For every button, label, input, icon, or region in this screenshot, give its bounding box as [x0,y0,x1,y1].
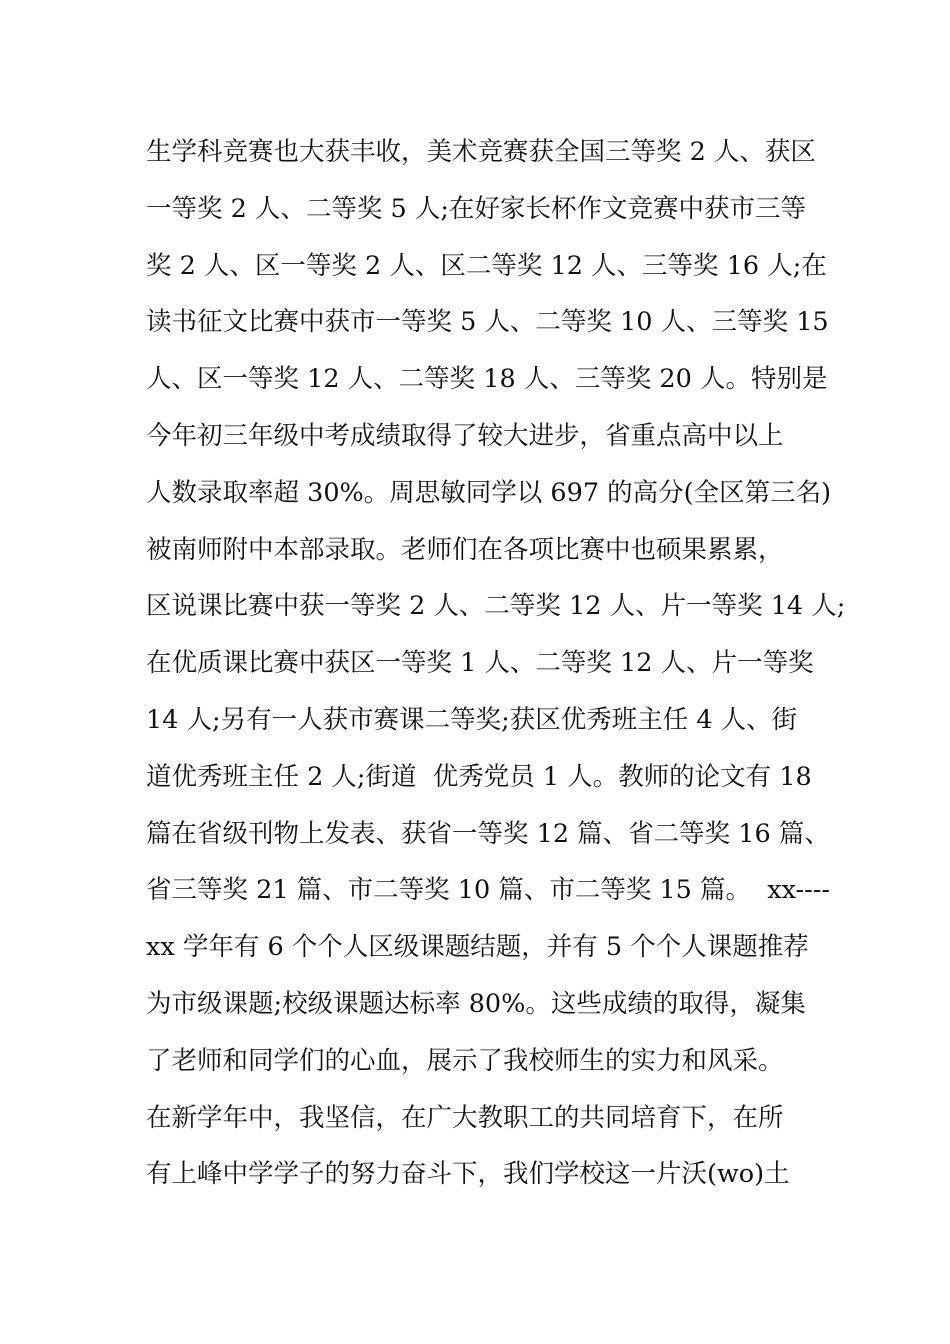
text-line: 道优秀班主任 2 人;街道 优秀党员 1 人。教师的论文有 18 [146,761,812,792]
text-line: 区说课比赛中获一等奖 2 人、二等奖 12 人、片一等奖 14 人; [146,591,846,622]
text-line: 有上峰中学学子的努力奋斗下，我们学校这一片沃(wo)土 [146,1159,790,1190]
text-line: 奖 2 人、区一等奖 2 人、区二等奖 12 人、三等奖 16 人;在 [146,250,827,281]
text-line: 一等奖 2 人、二等奖 5 人;在好家长杯作文竞赛中获市三等 [146,193,806,224]
text-line: 今年初三年级中考成绩取得了较大进步，省重点高中以上 [146,420,784,451]
text-line: 人数录取率超 30%。周思敏同学以 697 的高分(全区第三名) [146,477,832,508]
body-text [146,129,846,1208]
text-line: 了老师和同学们的心血，展示了我校师生的实力和风采。 [146,1045,784,1076]
text-line: 为市级课题;校级课题达标率 80%。这些成绩的取得，凝集 [146,988,806,1019]
text-line: xx 学年有 6 个个人区级课题结题，并有 5 个个人课题推荐 [146,932,809,963]
text-line: 省三等奖 21 篇、市二等奖 10 篇、市二等奖 15 篇。 xx---- [146,875,830,906]
text-line: 在优质课比赛中获区一等奖 1 人、二等奖 12 人、片一等奖 [146,648,814,679]
text-line: 生学科竞赛也大获丰收，美术竞赛获全国三等奖 2 人、获区 [146,137,816,167]
text-line: 篇在省级刊物上发表、获省一等奖 12 篇、省二等奖 16 篇、 [146,818,830,849]
text-line: 人、区一等奖 12 人、二等奖 18 人、三等奖 20 人。特别是 [146,364,828,395]
text-line: 14 人;另有一人获市赛课二等奖;获区优秀班主任 4 人、街 [146,704,798,735]
text-line: 被南师附中本部录取。老师们在各项比赛中也硕果累累， [146,534,784,565]
text-line: 在新学年中，我坚信，在广大教职工的共同培育下，在所 [146,1102,784,1133]
text-line: 读书征文比赛中获市一等奖 5 人、二等奖 10 人、三等奖 15 [146,307,829,338]
